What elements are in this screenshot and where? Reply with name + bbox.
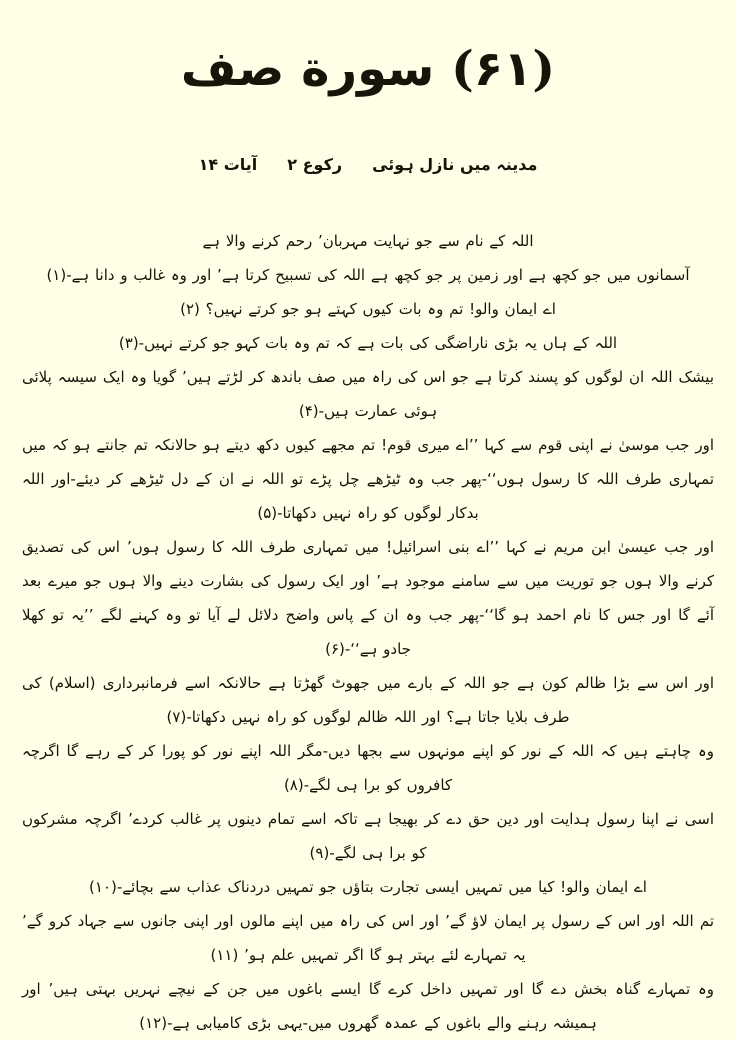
verse-9: اسی نے اپنا رسول ہدایت اور دین حق دے کر بھیجا ہے تاکہ اسے تمام دینوں پر غالب کردے’ اگرچہ مشرکوں کو برا ہی لگے-(۹) bbox=[22, 810, 714, 863]
surah-title: (۶۱) سورة صف bbox=[180, 41, 556, 97]
ayat-count: آیات ۱۴ bbox=[198, 155, 258, 175]
translation-text bbox=[18, 224, 718, 1040]
verse-11: تم اللہ اور اس کے رسول پر ایمان لاؤ گے’ اور اس کی راہ میں اپنے مالوں اور اپنی جانوں سے جہاد کرو گے’ یہ تمہارے لئے بہتر ہو گا اگر تمہیں علم ہو’ (۱۱) bbox=[22, 912, 714, 965]
verse-1: آسمانوں میں جو کچھ ہے اور زمین پر جو کچھ ہے اللہ کی تسبیح کرتا ہے’ اور وہ غالب و دانا ہے-(۱) bbox=[46, 266, 690, 285]
verse-bismillah: اللہ کے نام سے جو نہایت مہربان’ رحم کرنے والا ہے bbox=[202, 232, 534, 251]
verse-2: اے ایمان والو! تم وہ بات کیوں کہتے ہو جو کرتے نہیں؟ (۲) bbox=[180, 300, 556, 319]
verse-4: بیشک اللہ ان لوگوں کو پسند کرتا ہے جو اس کی راہ میں صف باندھ کر لڑتے ہیں’ گویا وہ ایک سیسہ پلائی ہوئی عمارت ہیں-(۴) bbox=[22, 368, 714, 421]
verse-12: وہ تمہارے گناہ بخش دے گا اور تمہیں داخل کرے گا ایسے باغوں میں جن کے نیچے نہریں بہتی ہیں’ اور ہمیشہ رہنے والے باغوں کے عمدہ گھروں میں-یہی بڑی کامیابی ہے-(۱۲) bbox=[22, 980, 714, 1033]
verse-8: وہ چاہتے ہیں کہ اللہ کے نور کو اپنے مونہوں سے بجھا دیں-مگر اللہ اپنے نور کو پورا کر کے رہے گا اگرچہ کافروں کو برا ہی لگے-(۸) bbox=[22, 742, 714, 795]
revelation-info bbox=[18, 155, 718, 174]
ruku-count: رکوع ۲ bbox=[287, 155, 343, 175]
verse-5: اور جب موسیٰ نے اپنی قوم سے کہا ’’اے میری قوم! تم مجھے کیوں دکھ دیتے ہو حالانکہ تم جانتے ہو کہ میں تمہاری طرف اللہ کا رسول ہوں‘‘-پھر جب وہ ٹیڑھے چل پڑے تو اللہ نے ان کے دل ٹیڑھے کر دیئے-اور اللہ بدکار لوگوں کو راہ نہیں دکھاتا-(۵) bbox=[22, 436, 714, 523]
verse-7: اور اس سے بڑا ظالم کون ہے جو اللہ کے بارے میں جھوٹ گھڑتا ہے حالانکہ اسے فرمانبرداری (اسلام) کی طرف بلایا جاتا ہے؟ اور اللہ ظالم لوگوں کو راہ نہیں دکھاتا-(۷) bbox=[22, 674, 714, 727]
verse-3: اللہ کے ہاں یہ بڑی ناراضگی کی بات ہے کہ تم وہ بات کہو جو کرتے نہیں-(۳) bbox=[118, 334, 618, 353]
verse-6: اور جب عیسیٰ ابن مریم نے کہا ’’اے بنی اسرائیل! میں تمہاری طرف اللہ کا رسول ہوں’ اس کی تصدیق کرنے والا ہوں جو توریت میں سے سامنے موجود ہے’ اور ایک رسول کی بشارت دینے والا ہوں جو میرے بعد آئے گا اور جس کا نام احمد ہو گا‘‘-پھر جب وہ ان کے پاس واضح دلائل لے آیا تو وہ کہنے لگے ’’یہ تو کھلا جادو ہے‘‘-(۶) bbox=[22, 538, 714, 659]
verse-10: اے ایمان والو! کیا میں تمہیں ایسی تجارت بتاؤں جو تمہیں دردناک عذاب سے بچائے-(۱۰) bbox=[89, 878, 647, 897]
revelation-place: مدینہ میں نازل ہوئی bbox=[372, 155, 538, 175]
